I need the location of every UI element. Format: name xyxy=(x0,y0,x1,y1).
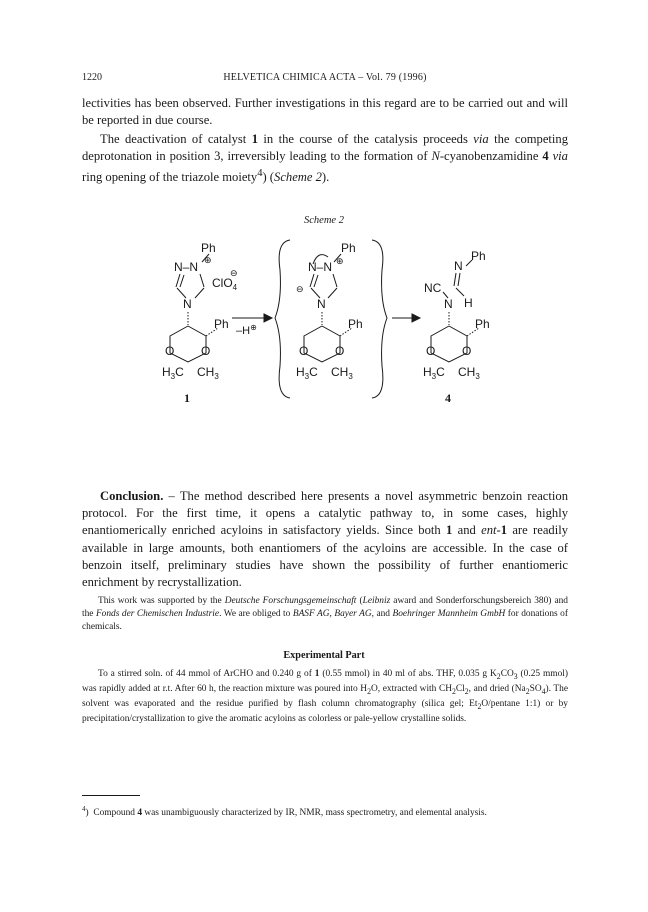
scheme-ref: Scheme 2 xyxy=(274,170,322,185)
footnote: $^4$) Compound 4 was unambiguously characterized by IR, NMR, mass spectrometry, and elemental analysis. xyxy=(82,805,487,819)
methyl-label: $CH_3$ xyxy=(458,365,480,381)
compound-4-label: 4 xyxy=(445,391,451,405)
triazolium-nn: N–N xyxy=(308,260,333,274)
triazole-n: N xyxy=(317,297,326,311)
oxygen: O xyxy=(165,344,175,358)
methyl-label: $H_3C$ xyxy=(296,365,318,381)
perchlorate: ClO$_4$ xyxy=(212,276,238,292)
amidine-n: N xyxy=(454,259,463,273)
bracket-left xyxy=(275,240,290,398)
footnote-rule xyxy=(82,795,140,796)
ylide-intermediate-structure xyxy=(296,241,363,381)
paragraph-deactivation: The deactivation of catalyst 1 in the course of the catalysis proceeds via the competing deprotonation in position 3, irreversibly leading to the formation of N-cyanobenzamidine 4 via ring opening of the triazole moiety$^4$) (Scheme 2). xyxy=(82,132,569,185)
negative-charge: ⊖ xyxy=(230,268,238,278)
bracket-right xyxy=(372,240,387,398)
experimental-procedure: To a stirred soln. of 44 mmol of ArCHO and 0.240 g of 1 (0.55 mmol) in 40 ml of abs. THF, 0.035 g $K_2CO_3$ (0.25 mmol) was rapidly added at r.t. After 60 h, the reaction mixture was poured into $H_2O$, extracted with $CH_2Cl_2$, and dried $(Na_2SO_4)$. The solvent was evaporated and the residue purified by flash column chromatography (silica gel; $Et_2O$/pentane 1:1) or by precipitation/crystallization to give the aromatic acyloins as colorless or pale-yellow crystalline solids. xyxy=(82,669,568,725)
oxygen: O xyxy=(335,344,345,358)
reaction-scheme xyxy=(0,230,648,410)
oxygen: O xyxy=(201,344,211,358)
hydrogen: H xyxy=(464,296,473,310)
reaction-arrow xyxy=(232,314,272,337)
scheme-caption: Scheme 2 xyxy=(304,215,344,226)
paragraph-continuation: lectivities has been observed. Further investigations in this regard are to be carried out and will be reported in due course. xyxy=(82,96,568,128)
conclusion-heading: Conclusion. xyxy=(100,489,164,503)
oxygen: O xyxy=(299,344,309,358)
positive-charge: ⊕ xyxy=(336,256,344,266)
phenyl-label: Ph xyxy=(475,317,490,331)
phenyl-label: Ph xyxy=(201,241,216,255)
phenyl-label: Ph xyxy=(471,249,486,263)
methyl-label: $H_3C$ xyxy=(162,365,184,381)
paragraph-conclusion: Conclusion. – The method described here presents a novel asymmetric benzoin reaction protocol. For the first time, it opens a catalytic pathway to, in some cases, highly enantiomerically enriched acyloins in satisfactory yields. Since both 1 and ent-1 are readily available in large amounts, both enantiomers of the acyloins are accessible. In the case of benzoin itself, preliminary studies have shown the possibility of further enantiomeric enrichment by recrystallization. xyxy=(82,489,569,590)
cyano-label: NC xyxy=(424,281,442,295)
methyl-label: $CH_3$ xyxy=(197,365,219,381)
triazolium-nn: N–N xyxy=(174,260,199,274)
compound-1-label: 1 xyxy=(184,391,190,405)
triazole-n: N xyxy=(183,297,192,311)
compound-1-structure xyxy=(162,241,238,405)
amine-n: N xyxy=(444,297,453,311)
deprotonation-label: –H⊕ xyxy=(236,323,257,337)
phenyl-label: Ph xyxy=(348,317,363,331)
oxygen: O xyxy=(462,344,472,358)
methyl-label: $H_3C$ xyxy=(423,365,445,381)
acknowledgements: This work was supported by the Deutsche Forschungsgemeinschaft (Leibniz award and Sonderforschungsbereich 380) and the Fonds der Chemischen Industrie. We are obliged to BASF AG, Bayer AG, and Boehringer Mannheim GmbH for donations of chemicals. xyxy=(82,596,568,633)
positive-charge: ⊕ xyxy=(204,255,212,265)
methyl-label: $CH_3$ xyxy=(331,365,353,381)
footnote-ref: 4 xyxy=(257,168,263,180)
oxygen: O xyxy=(426,344,436,358)
section-heading-experimental: Experimental Part xyxy=(283,650,365,661)
page-number: 1220 xyxy=(82,72,102,83)
compound-4-structure xyxy=(423,249,490,405)
phenyl-label: Ph xyxy=(214,317,229,331)
running-title: HELVETICA CHIMICA ACTA – Vol. 79 (1996) xyxy=(223,72,427,83)
reaction-arrow xyxy=(392,314,420,322)
carbanion-charge: ⊖ xyxy=(296,284,304,294)
phenyl-label: Ph xyxy=(341,241,356,255)
